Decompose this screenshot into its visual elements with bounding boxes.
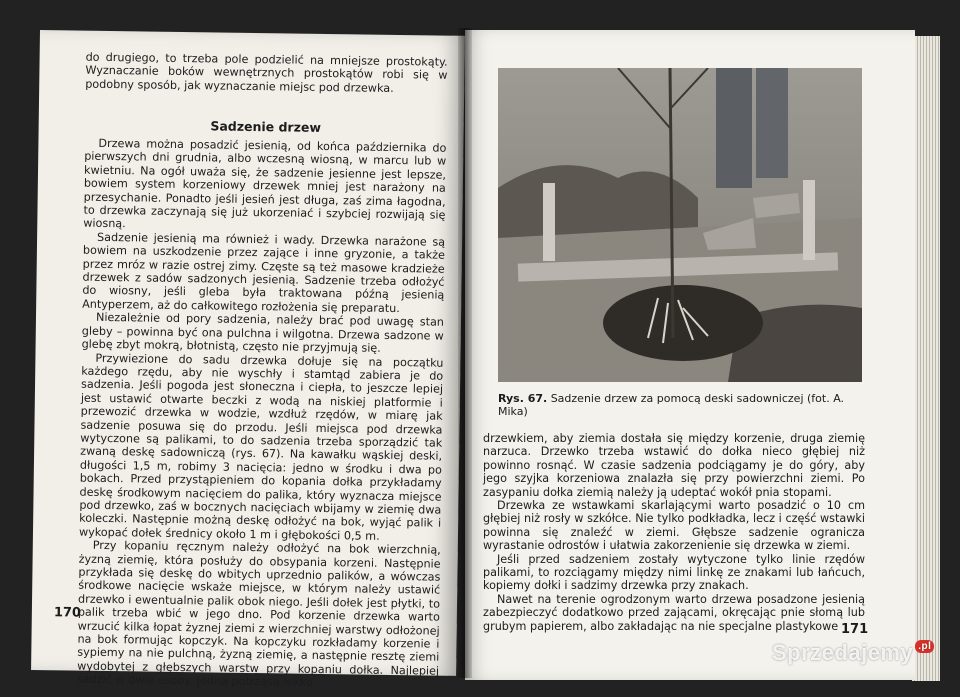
page-number-right: 171 [841,622,869,637]
paragraph: Jeśli przed sadzeniem zostały wytyczone tylko linie rzędów palikami, to rozciągamy między nimi linkę ze znakami lub łańcuch, kopiemy dołki i sadzimy drzewka przy znakach. [483,552,865,593]
paragraph: Przy kopaniu ręcznym należy odłożyć na bok wierzchnią, żyzną ziemię, która posłuży do obsypania korzeni. Następnie przykłada się deskę do wbitych uprzednio palików, a wówczas środkowe nacięcie wskaże miejsce, w którym należy ustawić drzewko i ewentualnie palik obok niego. Jeśli dołek jest płytki, to palik trzeba wbić w jego dno. Pod korzenie drzewka warto wrzucić kilka łopat żyznej ziemi z wierzchniej warstwy odłożonej na bok formując kopczyk. Na kopczyku rozkładamy korzenie i sypiemy na nie pulchną, żyzną ziemię, a następnie resztę ziemi wydobytej z głębszych warstw przy kopaniu dołka. Najlepiej sadzić w dwie osoby. Jedna potrząsa lekko [76,538,441,690]
right-page [465,30,915,680]
section-heading: Sadzenie drzew [210,118,322,135]
paragraph: Drzewa można posadzić jesienią, od końca października do pierwszych dni grudnia, albo wczesną wiosną, w marcu lub w kwietniu. Na ogół uważa się, że sadzenie jesienne jest lepsze, bowiem system korzeniowy drzewek mniej jest narażony na przesychanie. Ponadto jeśli jesień jest długa, zaś zima łagodna, to drzewka zaczynają się już ukorzeniać i szybciej rozwijają się wiosną. [83,136,447,231]
caption-text: Sadzenie drzew za pomocą deski sadowniczej (fot. A. Mika) [498,392,845,418]
intro-text: do drugiego, to trzeba pole podzielić na mniejsze prostokąty. Wyznaczanie boków wewnętrznych prostokątów robi się w podobny sposób, jak wyznaczanie miejsc pod drzewka. [85,50,448,95]
site-watermark [772,640,934,666]
caption-label: Rys. 67. [498,392,548,405]
left-page [31,30,465,690]
paragraph: Niezależnie od pory sadzenia, należy brać pod uwagę stan gleby – powinna być ona pulchna i wilgotna. Drzewa sadzone w glebę zbyt mokrą, błotnistą, często nie przyjmują się. [81,311,445,355]
book-page-edges [912,36,940,681]
paragraph: drzewkiem, aby ziemia dostała się między korzenie, druga ziemię narzuca. Drzewko trzeba wstawić do dołka nieco głębiej niż powinno rosnąć. W czasie sadzenia podciągamy je do góry, aby jego szyjka korzeniowa znalazła się przy powierzchni ziemi. Po zasypaniu dołka ziemią należy ją udeptać wokół pnia stopami. [483,432,865,499]
left-body-text [77,137,447,692]
paragraph: Przywiezione do sadu drzewka dołuje się na początku każdego rzędu, aby nie wyschły i stamtąd zabiera je do sadzenia. Jeśli pogoda jest słoneczna i ciepła, to jeszcze lepiej jest ustawić otwarte beczki z wodą na niskiej platformie i przewozić drzewka w wodzie, wzdłuż rzędów, w miarę jak sadzenie posuwa się do przodu. Jeśli miejsca pod drzewka wytyczone są palikami, to do sadzenia trzeba sporządzić tak zwaną deskę sadowniczą (rys. 67). Na kawałku wąskiej deski, długości 1,5 m, robimy 3 nacięcia: jedno w środku i dwa po bokach. Przed przystąpieniem do kopania dołka przykładamy deskę środkowym nacięciem do palika, który wyznacza miejsce pod drzewko, zaś w bocznych nacięciach wbijamy w ziemię dwa koleczki. Następnie możną deskę odłożyć na bok, wyjąć palik i wykopać dołek średnicy około 1 m i głębokości 0,5 m. [78,351,444,543]
book-gutter-shadow [458,28,472,678]
figure-caption [498,392,862,418]
right-body-text [483,432,865,633]
page-number-left: 170 [53,605,82,621]
watermark-text: Sprzedajemy [772,640,914,665]
intro-paragraph [85,51,448,96]
figure-photo [498,68,862,382]
paragraph: Nawet na terenie ogrodzonym warto drzewa posadzone jesienią zabezpieczyć dodatkowo przed zającami, okręcając pnie słomą lub grubym papierem, albo zakładając na nie specjalne plastykowe [483,592,865,633]
planting-photo-illustration [498,68,862,382]
paragraph: Sadzenie jesienią ma również i wady. Drzewka narażone są bowiem na uszkodzenie przez zające i inne gryzonie, a także przez mróz w razie ostrej zimy. Częste są też masowe kradzieże drzewek z sadów sadzonych jesienią. Sadzenie trzeba odłożyć do wiosny, jeśli gleba była traktowana późną jesienią Antyperzem, aż do całkowitego rozłożenia się preparatu. [82,230,446,315]
paragraph: Drzewka ze wstawkami skarlającymi warto posadzić o 10 cm głębiej niż rosły w szkółce. Nie tylko podkładka, lecz i część wstawki powinna się znaleźć w ziemi. Głębsze sadzenie ogranicza wyrastanie odrostów i ułatwia zakorzenienie się drzewka w ziemi. [483,499,865,553]
watermark-badge: .pl [915,640,934,653]
